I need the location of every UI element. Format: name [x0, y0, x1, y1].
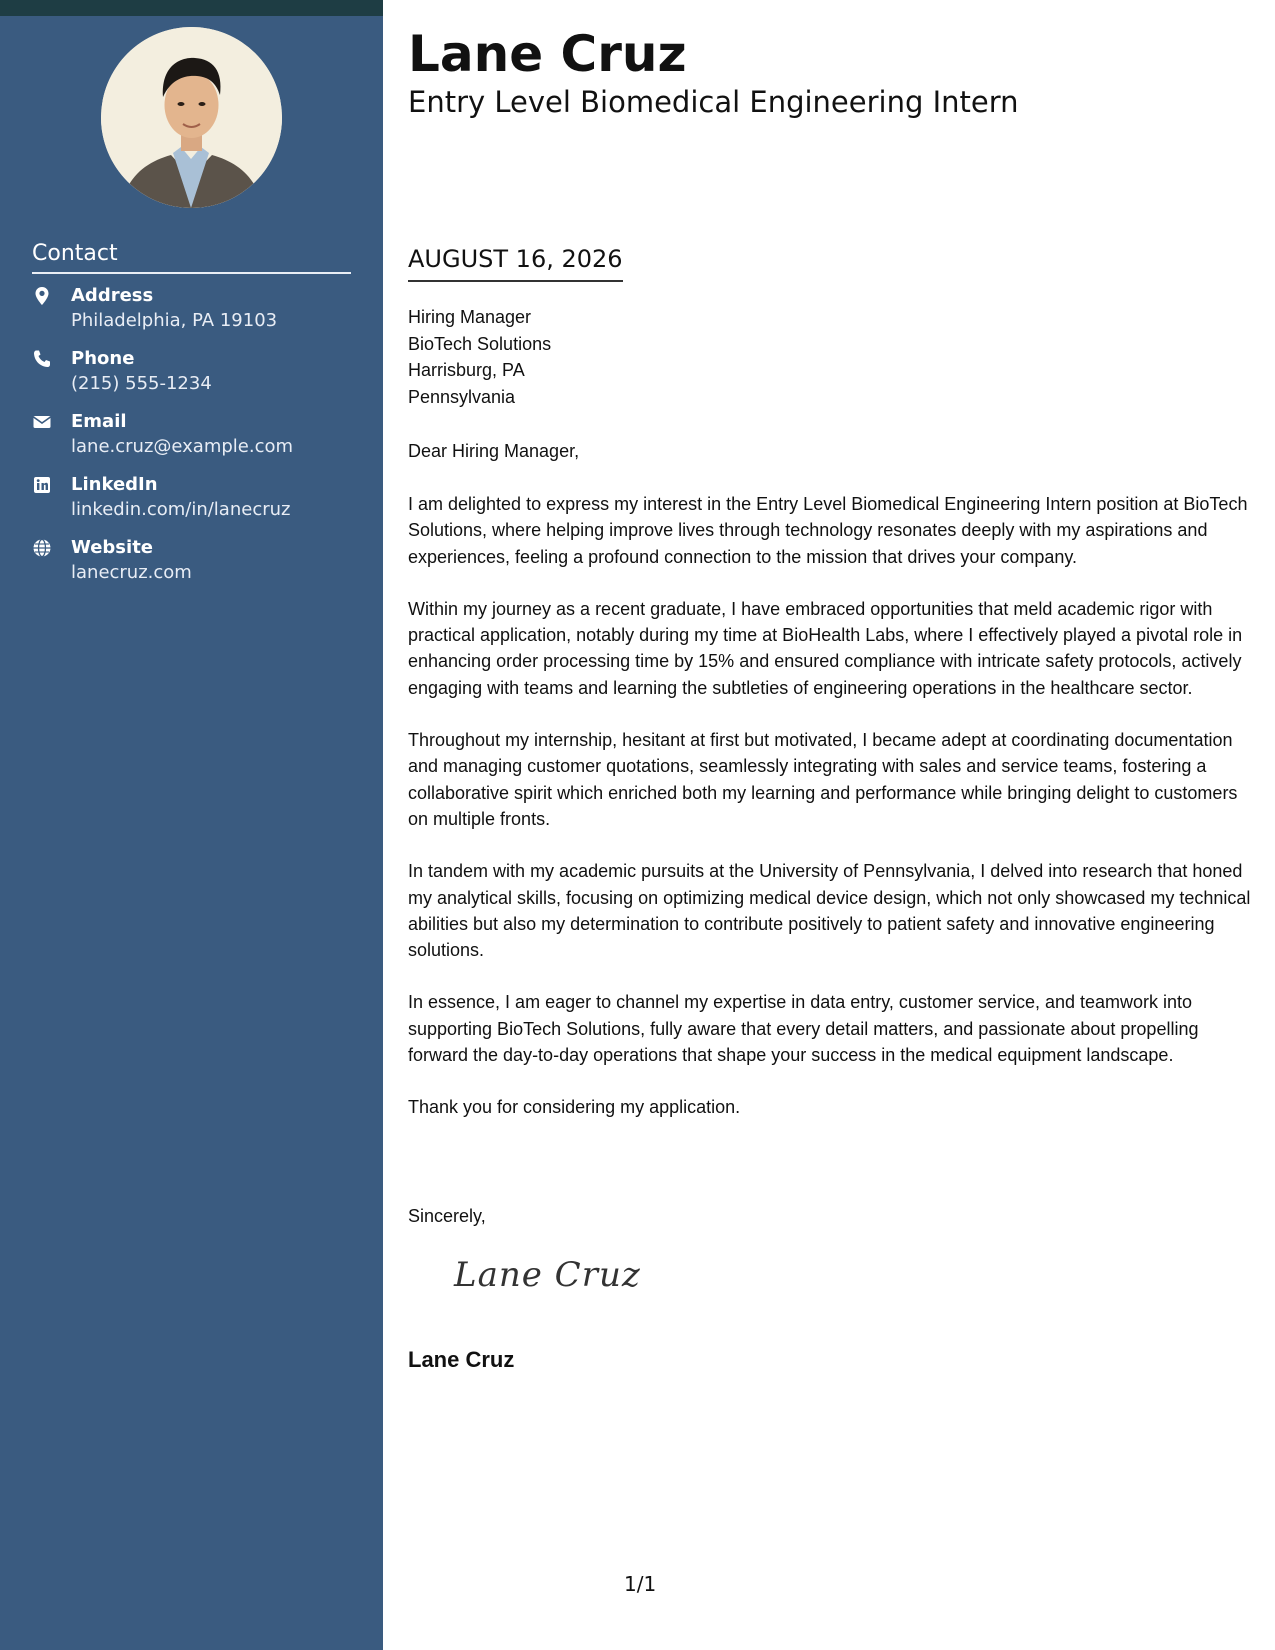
contact-item-phone — [32, 349, 362, 412]
contact-list — [32, 286, 362, 601]
contact-item-email — [32, 412, 362, 475]
contact-item-linkedin — [32, 475, 362, 538]
contact-label: Phone — [71, 348, 135, 369]
body-paragraph: I am delighted to express my interest in the Entry Level Biomedical Engineering Intern position at BioTech Solutions, where helping improve lives through technology resonates deeply with my aspirations and experiences, feeling a profound connection to the mission that drives your company. — [408, 494, 1248, 567]
phone-icon — [32, 349, 52, 369]
body-paragraph: In tandem with my academic pursuits at the University of Pennsylvania, I delved into research that honed my analytical skills, focusing on optimizing medical device design, which not only showcased my technical abilities but also my determination to contribute positively to patient safety and innovative engineering solutions. — [408, 861, 1251, 961]
map-pin-icon — [32, 286, 52, 306]
body-paragraph: Within my journey as a recent graduate, I have embraced opportunities that meld academic rigor with practical application, notably during my time at BioHealth Labs, where I effectively played a pivotal role in enhancing order processing time by 15% and ensured compliance with intricate safety protocols, actively engaging with teams and learning the subtleties of engineering operations in the healthcare sector. — [408, 598, 1243, 698]
contact-label: Email — [71, 411, 127, 432]
contact-item-address — [32, 286, 362, 349]
recipient-line: Hiring Manager — [408, 307, 532, 327]
profile-photo — [101, 27, 282, 208]
sidebar — [0, 0, 383, 1650]
globe-icon — [32, 538, 52, 558]
body-paragraph: Throughout my internship, hesitant at first but motivated, I became adept at coordinating documentation and managing customer quotations, seamlessly integrating with sales and service teams, fostering a collaborative spirit which enriched both my learning and performance while bringing delight to customers on multiple fronts. — [408, 730, 1238, 829]
avatar — [101, 27, 282, 208]
contact-heading: Contact — [32, 240, 351, 274]
linkedin-icon — [32, 475, 52, 495]
contact-value: Philadelphia, PA 19103 — [71, 310, 278, 331]
contact-value[interactable]: lane.cruz@example.com — [71, 436, 294, 457]
letter-date: AUGUST 16, 2026 — [408, 244, 623, 282]
job-title: Entry Level Biomedical Engineering Intern — [408, 85, 1019, 119]
contact-label: Address — [71, 285, 154, 306]
page-number: 1/1 — [624, 1572, 657, 1596]
recipient-line: Pennsylvania — [408, 386, 516, 407]
closing: Sincerely, — [408, 1206, 486, 1226]
contact-value[interactable]: linkedin.com/in/lanecruz — [71, 499, 291, 520]
letter-body — [408, 491, 1253, 1147]
contact-item-website — [32, 538, 362, 601]
body-paragraph: In essence, I am eager to channel my expertise in data entry, customer service, and teamwork into supporting BioTech Solutions, fully aware that every detail matters, and passionate about propelling forward the day-to-day operations that shape your success in the medical equipment landscape. — [408, 992, 1199, 1066]
applicant-name: Lane Cruz — [408, 25, 687, 83]
contact-value[interactable]: lanecruz.com — [71, 562, 192, 583]
handwritten-signature: Lane Cruz — [454, 1255, 641, 1295]
contact-label: LinkedIn — [71, 474, 158, 495]
salutation: Dear Hiring Manager, — [408, 441, 580, 461]
recipient-line: Harrisburg, PA — [408, 360, 525, 380]
signer-name: Lane Cruz — [408, 1347, 515, 1372]
recipient-line: BioTech Solutions — [408, 333, 552, 354]
recipient-block — [408, 304, 551, 410]
body-paragraph: Thank you for considering my application. — [408, 1097, 741, 1118]
contact-value: (215) 555-1234 — [71, 373, 212, 394]
contact-label: Website — [71, 537, 154, 558]
envelope-icon — [32, 412, 52, 432]
sidebar-top-band — [0, 0, 383, 16]
